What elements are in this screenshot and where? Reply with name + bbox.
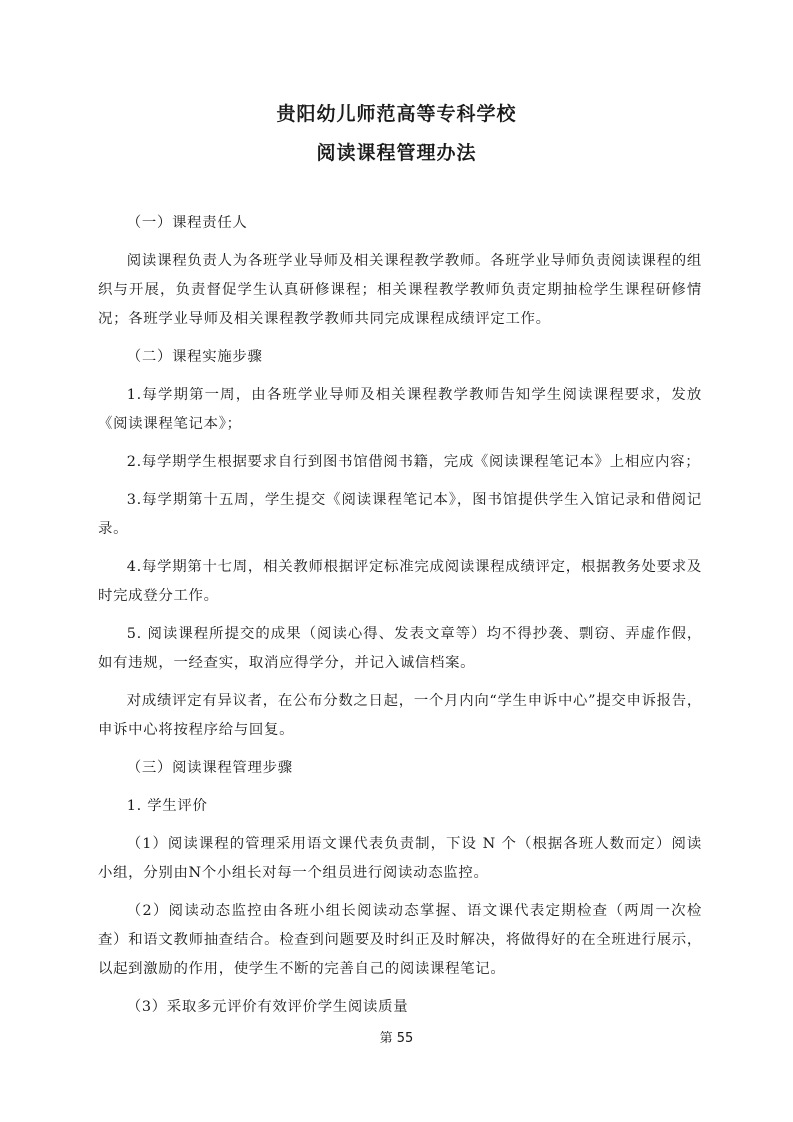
section-heading-2: （二）课程实施步骤	[126, 349, 263, 365]
section-heading-1: （一）课程责任人	[126, 215, 248, 231]
list-item: 4.每学期第十七周，相关教师根据评定标准完成阅读课程成绩评定，根据教务处要求及时完成登分工作。	[98, 559, 702, 604]
document-body	[98, 209, 702, 1031]
paragraph: 对成绩评定有异议者，在公布分数之日起，一个月内向“学生申诉中心”提交申诉报告，申诉中心将按程序给与回复。	[98, 693, 702, 738]
list-item: （3）采取多元评价有效评价学生阅读质量	[126, 999, 409, 1015]
document-title-subject: 阅读课程管理办法	[316, 142, 477, 164]
list-item: 5. 阅读课程所提交的成果（阅读心得、发表文章等）均不得抄袭、剽窃、弄虚作假，如有违规，一经查实，取消应得学分，并记入诚信档案。	[98, 626, 702, 671]
sub-heading: 1. 学生评价	[126, 798, 208, 814]
section-heading-3: （三）阅读课程管理步骤	[126, 760, 293, 776]
paragraph: 阅读课程负责人为各班学业导师及相关课程教学教师。各班学业导师负责阅读课程的组织与开展，负责督促学生认真研修课程；相关课程教学教师负责定期抽检学生课程研修情况；各班学业导师及相关课程教学教师共同完成课程成绩评定工作。	[98, 253, 702, 327]
list-item: 2.每学期学生根据要求自行到图书馆借阅书籍，完成《阅读课程笔记本》上相应内容；	[126, 454, 701, 470]
list-item: （2）阅读动态监控由各班小组长阅读动态掌握、语文课代表定期检查（两周一次检查）和语文教师抽查结合。检查到问题要及时纠正及时解决，将做得好的在全班进行展示，以起到激励的作用，使学生不断的完善自己的阅读课程笔记。	[98, 903, 702, 977]
list-item: 3.每学期第十五周，学生提交《阅读课程笔记本》，图书馆提供学生入馆记录和借阅记录。	[98, 492, 702, 537]
document-title-school: 贵阳幼儿师范高等专科学校	[276, 103, 517, 125]
page-number: 第 55	[379, 1031, 414, 1046]
list-item: （1）阅读课程的管理采用语文课代表负责制，下设 N 个（根据各班人数而定）阅读小组，分别由N个小组长对每一个组员进行阅读动态监控。	[98, 836, 702, 881]
list-item: 1.每学期第一周，由各班学业导师及相关课程教学教师告知学生阅读课程要求，发放《阅读课程笔记本》；	[98, 387, 702, 432]
